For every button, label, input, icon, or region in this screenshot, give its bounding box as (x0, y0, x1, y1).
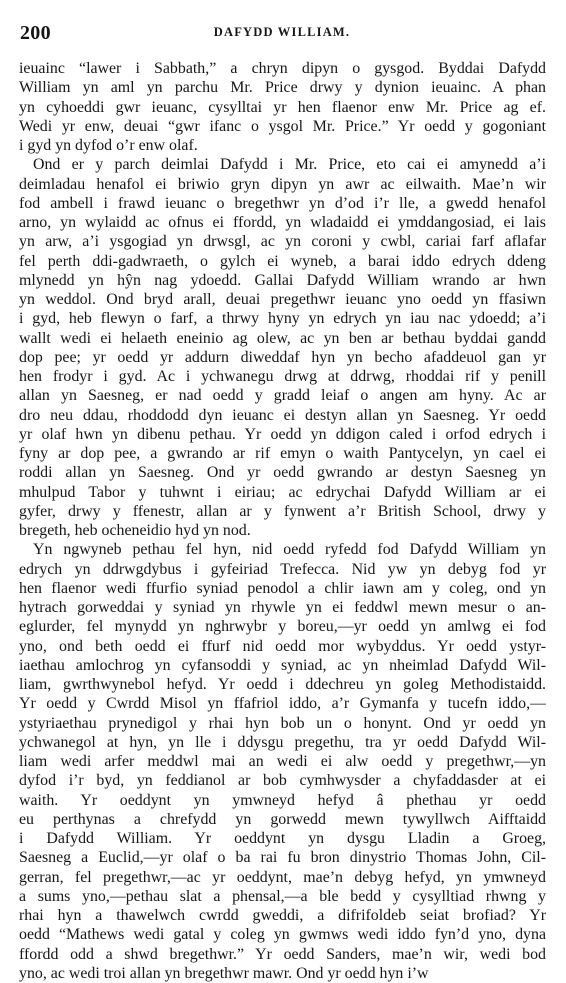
text-line: hen flaenor wedi ffurfio syniad penodol a chlir iawn am y coleg, ond yn (19, 579, 546, 597)
text-line: arno, yn wylaidd ac ofnus ei ffordd, yn wladaidd ei ymddangosiad, ei lais (19, 214, 546, 231)
text-line: i Dafydd William. Yr oeddynt yn dysgu Lladin a Groeg, (19, 830, 546, 847)
page-number: 200 (20, 22, 51, 44)
text-line: Wedi yr enw, deuai “gwr ifanc o ysgol Mr. Price.” Yr oedd y gogoniant (19, 117, 546, 135)
text-line: waith. Yr oeddynt yn ymwneyd hefyd â phethau yr oedd (19, 791, 546, 809)
text-line: a sums yno,—pethau slat a phensal,—a ble bedd y cysylltiad rhwng y (19, 887, 546, 905)
text-line: fod ambell i frawd ieuanc o bregethwr yn d’od i’r lle, a gwedd henafol (19, 194, 546, 212)
text-line: ystyriaethau prynedigol y rhai hyn bob un o honynt. Ond yr oedd yn (19, 714, 546, 732)
text-line: rhai hyn a thawelwch cwrdd gweddi, a difrifoldeb seiat brofiad? Yr (19, 907, 546, 924)
text-line: yno, ond beth oedd ei ffurf nid oedd mor wybyddus. Yr oedd ystyr- (19, 637, 546, 655)
text-line: eglurder, fel mynydd yn nghrwybr y boreu,—yr oedd yn amlwg ei fod (19, 618, 546, 636)
text-line: ffordd odd a shwd bregethwr.” Yr oedd Sanders, mae’n wir, wedi bod (19, 945, 546, 963)
text-line: mhulpud Tabor y tuhwnt i eiriau; ac edrychai Dafydd William ar ei (19, 483, 546, 501)
text-line: bregeth, heb ocheneidio hyd yn nod. (19, 522, 251, 539)
text-line: Saesneg a Euclid,—yr olaf o ba rai fu bron dinystrio Thomas John, Cil- (19, 849, 546, 867)
text-line: dop pee; yr oedd yr addurn diweddaf hyn yn becho afaddeuol gan yr (19, 348, 546, 366)
body-text (19, 59, 546, 983)
paragraph-1 (19, 59, 546, 155)
text-line: yno, ac wedi troi allan yn bregethwr mawr. Ond yr oedd hyn i’w (19, 964, 429, 982)
text-line: oedd “Mathews wedi gatal y coleg yn gwmws wedi iddo fyn’d yno, dyna (19, 926, 546, 944)
text-line: dyfod i’r byd, yn feddianol ar bob cymhwysder a chyfaddasder at ei (19, 772, 546, 790)
text-line: dro neu ddau, rhoddodd dyn ieuanc ei destyn allan yn Saesneg. Yr oedd (19, 406, 546, 424)
text-line: i gyd, heb flewyn o farf, a thrwy hyny yn edrych yn iau nac ydoedd; a’i (19, 310, 546, 328)
text-line: i gyd yn dyfod o’r enw olaf. (19, 137, 198, 154)
text-line: fel perth ddi-gadwraeth, o gylch ei wyneb, a barai iddo edrych ddeng (19, 252, 546, 270)
text-line: mlynedd yn hŷn nag ydoedd. Gallai Dafydd William wrando ar hwn (19, 271, 546, 289)
page-header (20, 22, 544, 48)
text-line: ieuainc “lawer i Sabbath,” a chryn dipyn o gysgod. Byddai Dafydd (19, 60, 546, 77)
text-line: yr olaf hwn yn dibenu pethau. Yr oedd yn ddigon caled i orfod edrych i (19, 425, 546, 443)
text-line: yn cyhoeddi gwr ieuanc, cysylltai yr hen flaenor enw Mr. Price ag ef. (19, 98, 546, 116)
text-line: eu perthynas a chrefydd yn gorwedd mewn tywyllwch Aifftaidd (19, 810, 546, 828)
running-head: DAFYDD WILLIAM. (213, 25, 351, 39)
paragraph-2 (19, 155, 546, 540)
text-line: William yn aml yn parchu Mr. Price drwy y dynion ieuainc. A phan (19, 79, 546, 97)
text-line: wallt wedi ei helaeth eneinio ag olew, ac yn ben ar bethau byddai gandd (19, 329, 546, 347)
text-line: fyny ar dop pee, a gwrando ar rif emyn o waith Pantycelyn, yn cael ei (19, 445, 546, 462)
text-line: Ond er y parch deimlai Dafydd i Mr. Price, eto cai ei amynedd a’i (33, 156, 546, 174)
text-line: deimladau henafol ei briwio gryn dipyn yn awr ac eilwaith. Mae’n wir (19, 175, 546, 193)
text-line: liam wedi arfer meddwl mai an wedi ei alw oedd y pregethwr,—yn (19, 753, 546, 770)
text-line: gyfer, drwy y ffenestr, allan ar y fynwent a’r British School, drwy y (19, 502, 546, 520)
text-line: allan yn Saesneg, er nad oedd y gradd leiaf o angen am hyny. Ac ar (19, 387, 546, 405)
text-line: gerran, fel pregethwr,—ac yr oeddynt, mae’n debyg hefyd, yn ymwneyd (19, 868, 546, 886)
text-line: hytrach gorweddai y syniad yn rhywle yn ei feddwl mewn mesur o an- (19, 599, 546, 616)
text-line: yn arw, a’i ysgogiad yn drwsgl, ac yn coroni y cwbl, cariai farf aflafar (19, 233, 546, 251)
text-line: Yn ngwyneb pethau fel hyn, nid oedd ryfedd fod Dafydd William yn (33, 541, 546, 559)
text-line: edrych yn ddrwgdybus i gyfeiriad Trefecca. Nid yw yn debyg fod yr (19, 560, 546, 578)
text-line: hen frodyr i gyd. Ac i ychwanegu drwg at ddrwg, rhoddai rif y penill (19, 368, 546, 385)
text-line: yn weddol. Ond bryd arall, deuai pregethwr ieuanc yno oedd yn ffasiwn (19, 291, 546, 308)
text-line: iaethau amlochrog yn cyfansoddi y syniad, ac yn nheimlad Dafydd Wil- (19, 656, 546, 674)
text-line: roddi allan yn Saesneg. Ond yr oedd gwrando ar destyn Saesneg yn (19, 464, 546, 482)
text-line: ychwanegol at hyn, yn lle i ddysgu pregethu, tra yr oedd Dafydd Wil- (19, 733, 546, 751)
text-line: Yr oedd y Cwrdd Misol yn ffafriol iddo, a’r Gymanfa y tucefn iddo,— (19, 695, 546, 713)
text-line: liam, gwrthwynebol hefyd. Yr oedd i ddechreu yn goleg Methodistaidd. (19, 676, 546, 693)
paragraph-3 (19, 540, 546, 983)
